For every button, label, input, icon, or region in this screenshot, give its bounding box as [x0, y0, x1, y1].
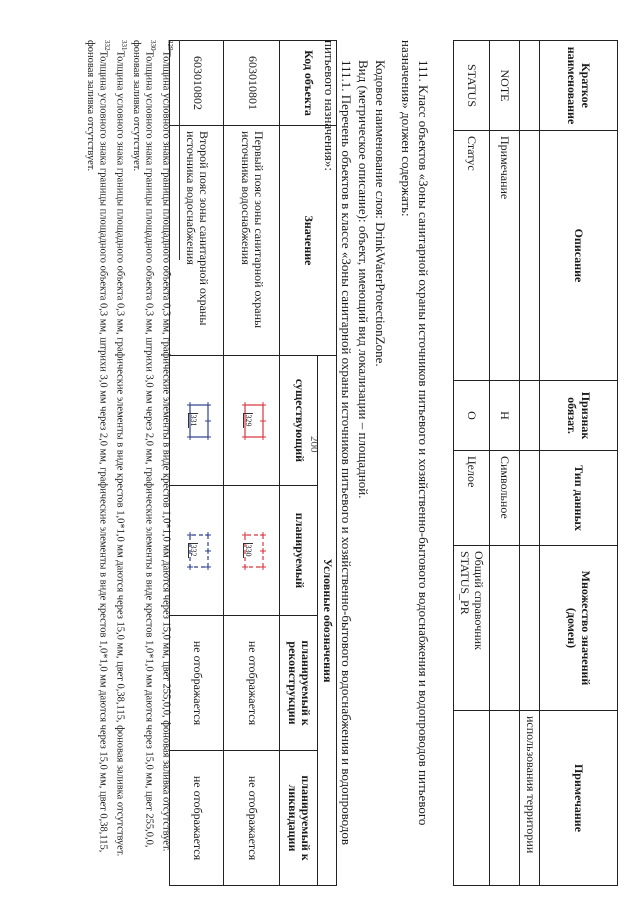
geometry-text: Вид (метрическое описание): объект, имеющий вид локализации – площадной.: [356, 60, 371, 499]
cell-type: Целое: [454, 451, 490, 546]
table-header-row: [540, 41, 618, 886]
cell-code: 603010802: [170, 41, 224, 126]
cross-mark: [205, 548, 211, 554]
cell-desc: Примечание: [490, 131, 520, 381]
cell-code: 603010801: [224, 41, 280, 126]
page-number: 200: [308, 436, 320, 453]
cross-mark: [205, 434, 211, 440]
header-existing: существующий: [280, 356, 318, 486]
cell-short: STATUS: [454, 41, 490, 131]
cell-note: [490, 711, 520, 886]
cross-mark: [242, 402, 248, 408]
cross-mark: [205, 532, 211, 538]
section-heading: 111. Класс объектов «Зоны санитарной охраны источников питьевого и хозяйственно-бытового водоснабжения и водопроводов питьевого назначения» должен содержать:: [399, 40, 431, 826]
header-value: Значение: [280, 126, 337, 356]
cell-value: Второй пояс зоны санитарной охраны источника водоснабжения: [170, 126, 224, 356]
planned-symbol-cell: [224, 486, 280, 616]
footnote-number: 330: [149, 40, 158, 51]
cell-type: Символьное: [490, 451, 520, 546]
footnote-number: 329: [166, 40, 174, 51]
existing-symbol-cell: [170, 356, 224, 486]
cross-mark: [187, 532, 193, 538]
cross-mark: [260, 564, 266, 570]
cross-mark: [205, 564, 211, 570]
cross-mark: [260, 402, 266, 408]
cross-mark: [242, 434, 248, 440]
cell-liquidation: не отображается: [224, 751, 280, 886]
footnote: [130, 40, 160, 885]
cell-liquidation: не отображается: [170, 751, 224, 886]
header-data-type: Тип данных: [540, 451, 618, 546]
footnote-separator: [179, 40, 180, 260]
footnote-number: 331: [120, 40, 128, 51]
table-header-row: [318, 41, 337, 886]
footnote-number: 332: [103, 40, 112, 51]
header-required: Признак обязат.: [540, 381, 618, 451]
attributes-table: [453, 40, 618, 886]
layer-code-text: Кодовое наименование слоя: DrinkWaterProtectionZone.: [373, 60, 388, 367]
objects-table: [169, 40, 337, 886]
footnotes: [84, 40, 176, 885]
cell-domain: Общий справочник STATUS_PR: [454, 546, 490, 711]
cross-mark: [205, 402, 211, 408]
cell-reconstruction: не отображается: [170, 616, 224, 751]
footnote: [114, 40, 131, 885]
table-row: [490, 41, 520, 886]
cross-mark: [187, 564, 193, 570]
cross-mark: [260, 532, 266, 538]
footnote-ref: 330: [243, 544, 253, 557]
cell-reconstruction: не отображается: [224, 616, 280, 751]
table-row: [520, 41, 540, 886]
cell-value: Первый пояс зоны санитарной охраны источника водоснабжения: [224, 126, 280, 356]
footnote-text: Толщина условного знака границы площадного объекта 0,3 мм, штрихи 3,0 мм через 2,0 мм, графические элементы в виде крестов 1,0*1,0 мм даются через 15,0 мм, цвет 0,38,115, фоновая заливка отсутствует.: [85, 40, 109, 853]
table-row: [224, 41, 280, 886]
cell-desc: Статус: [454, 131, 490, 381]
cell-domain: [490, 546, 520, 711]
footnote-ref: 329: [243, 414, 253, 427]
cross-mark: [260, 418, 266, 424]
footnote-text: Толщина условного знака границы площадного объекта 0,3 мм, графические элементы в виде крестов 1,0*1,0 мм даются через 15,0 мм, цвет 0,38,115, фоновая заливка отсутствует.: [114, 50, 126, 857]
header-code: Код объекта: [280, 41, 337, 126]
planned-symbol-cell: [170, 486, 224, 616]
cross-mark: [260, 434, 266, 440]
footnote-text: Толщина условного знака границы площадного объекта 0,3 мм, штрихи 3,0 мм через 2,0 мм, графические элементы в виде крестов 1,0*1,0 мм даются через 15,0 мм, цвет 255,0,0, фоновая заливка отсутствует.: [131, 40, 155, 848]
footnote-ref: 331: [188, 414, 198, 427]
existing-symbol-cell: [224, 356, 280, 486]
cell-req: Н: [490, 381, 520, 451]
header-symbols: Условные обозначения: [318, 356, 337, 886]
cell-req: О: [454, 381, 490, 451]
cross-mark: [187, 434, 193, 440]
footnote-text: Толщина условного знака границы площадного объекта 0,3 мм, графические элементы в виде крестов 1,0*1,0 мм даются через 15,0 мм, цвет 255,0,0, фоновая заливка отсутствует.: [160, 50, 172, 852]
header-short-name: Краткое наименование: [540, 41, 618, 131]
zone-symbol-existing: [241, 401, 267, 441]
zone-symbol-existing: [186, 401, 212, 441]
footnote-ref: 332: [188, 544, 198, 557]
table-row: [454, 41, 490, 886]
cross-mark: [242, 564, 248, 570]
header-note: Примечание: [540, 711, 618, 886]
zone-symbol-planned: [241, 531, 267, 571]
footnote: [160, 40, 177, 885]
continued-note: использования территории: [520, 711, 540, 886]
footnote: [84, 40, 114, 885]
cross-mark: [242, 532, 248, 538]
header-domain: Множество значений (домен): [540, 546, 618, 711]
table-row: [170, 41, 224, 886]
subsection-heading: 111.1. Перечень объектов в классе «Зоны санитарной охраны источников питьевого и хозяйственно-бытового водоснабжения и водопроводов питьевого назначения»:: [322, 40, 354, 846]
cell-note: [454, 711, 490, 886]
header-planned: планируемый: [280, 486, 318, 616]
cross-mark: [187, 402, 193, 408]
zone-symbol-planned: [186, 531, 212, 571]
cross-mark: [205, 418, 211, 424]
header-description: Описание: [540, 131, 618, 381]
cell-short: NOTE: [490, 41, 520, 131]
cross-mark: [260, 548, 266, 554]
header-liquidation: планируемый к ликвидации: [280, 751, 318, 886]
header-reconstruction: планируемый к реконструкции: [280, 616, 318, 751]
